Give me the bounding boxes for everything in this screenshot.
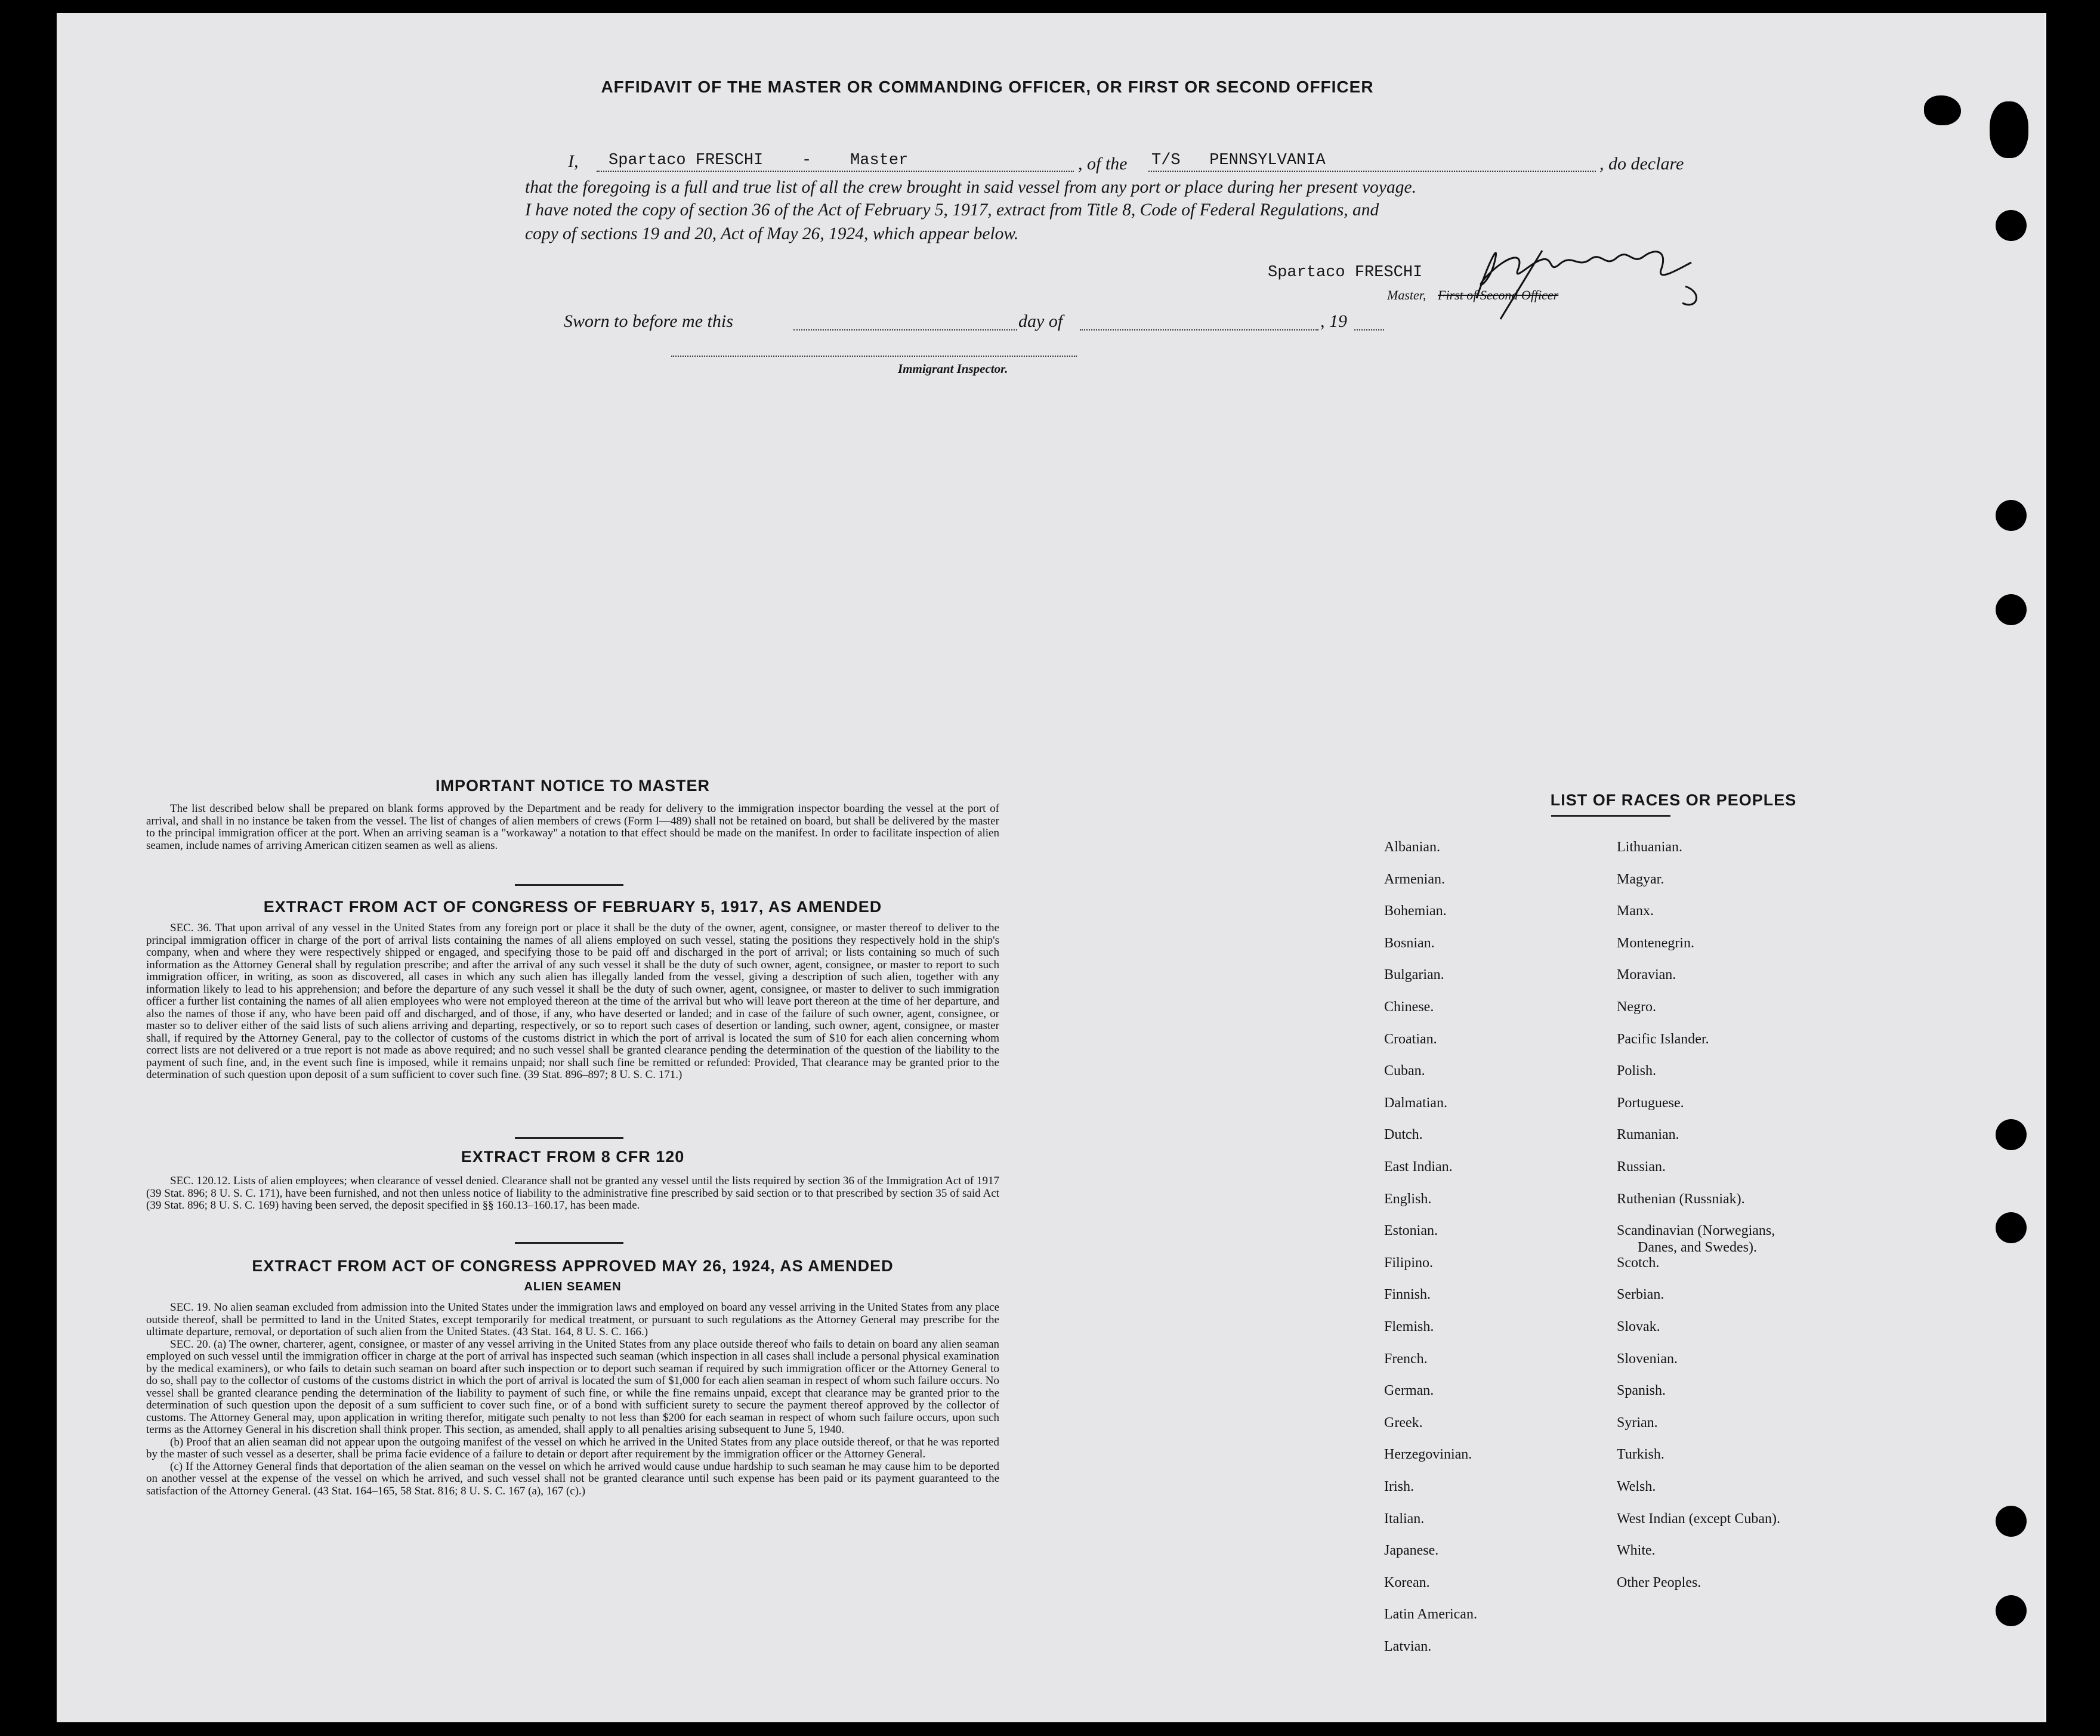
race-item: Rumanian. — [1617, 1127, 1679, 1143]
punch-hole — [1996, 1212, 2027, 1243]
race-item: Manx. — [1617, 903, 1654, 919]
race-item: Welsh. — [1617, 1479, 1656, 1494]
race-item: Dutch. — [1384, 1127, 1423, 1143]
race-item: Turkish. — [1617, 1447, 1664, 1463]
extract-1924-title: EXTRACT FROM ACT OF CONGRESS APPROVED MAY 26, 1924, AS AMENDED — [252, 1257, 894, 1275]
punch-hole — [1996, 1506, 2027, 1537]
i-label: I, — [568, 152, 579, 171]
punch-hole — [1990, 101, 2028, 158]
race-item: Serbian. — [1617, 1287, 1664, 1303]
extract-1917-title: EXTRACT FROM ACT OF CONGRESS OF FEBRUARY 5, 1917, AS AMENDED — [263, 898, 882, 916]
race-item: Scandinavian (Norwegians, — [1617, 1223, 1775, 1239]
extract-1924-body — [146, 1302, 999, 1497]
divider — [515, 884, 623, 886]
race-item: Syrian. — [1617, 1414, 1658, 1431]
sworn-month-line — [1080, 311, 1318, 330]
extract-1924-subtitle: ALIEN SEAMEN — [524, 1280, 622, 1293]
sec-20b-text: (b) Proof that an alien seaman did not appear upon the outgoing manifest of the vessel on which he arrived in the United States from any place outside thereof, or that he was reported by the master of such vessel as a deserter, shall be prima facie evidence of a failure to detain or deport after requirement by the immigration officer or the Attorney General. — [146, 1435, 999, 1460]
races-title: LIST OF RACES OR PEOPLES — [1550, 791, 1797, 809]
divider — [515, 1137, 623, 1139]
race-item: Pacific Islander. — [1617, 1031, 1709, 1047]
race-item: Cuban. — [1384, 1063, 1425, 1079]
race-item: Armenian. — [1384, 871, 1445, 887]
punch-hole — [1996, 594, 2027, 625]
race-item: Croatian. — [1384, 1031, 1437, 1047]
extract-cfr-title: EXTRACT FROM 8 CFR 120 — [461, 1148, 685, 1166]
race-item: Portuguese. — [1617, 1095, 1684, 1111]
race-item: English. — [1384, 1191, 1432, 1207]
race-item: Herzegovinian. — [1384, 1447, 1472, 1463]
sec-19-text: SEC. 19. No alien seaman excluded from admission into the United States under the immigration laws and employed on board any vessel arriving in the United States from any place outside thereof, shall be permitted to land in the United States, except temporarily for medical treatment, or pursuant to such regulations as the Attorney General may prescribe for the ultimate departure, removal, or deportation of such alien from the United States. (43 Stat. 164, 8 U. S. C. 166.) — [146, 1301, 999, 1338]
extract-1917-body — [146, 922, 999, 1082]
race-item: Irish. — [1384, 1479, 1414, 1494]
punch-hole — [1996, 500, 2027, 531]
punch-hole — [1996, 1595, 2027, 1626]
race-item: East Indian. — [1384, 1159, 1453, 1175]
race-item: Ruthenian (Russniak). — [1617, 1191, 1745, 1207]
race-item: Slovenian. — [1617, 1351, 1678, 1367]
race-item: Bosnian. — [1384, 935, 1435, 951]
race-item: Scotch. — [1617, 1255, 1660, 1271]
sec-20c-text: (c) If the Attorney General finds that deportation of the alien seaman on the vessel on which he arrived would cause undue hardship to such seaman he may cause him to be deported on another vessel at the expense of the vessel on which he arrived, and such vessel shall not be granted clearance until such expense has been paid or its payment guaranteed to the satisfaction of the Attorney General. (43 Stat. 164–165, 58 Stat. 816; 8 U. S. C. 167 (a), 167 (c).) — [146, 1460, 999, 1497]
race-item: Dalmatian. — [1384, 1095, 1447, 1111]
race-item: German. — [1384, 1383, 1434, 1399]
extract-cfr-text: SEC. 120.12. Lists of alien employees; when clearance of vessel denied. Clearance shall not be granted any vessel until the lists required by section 36 of the Immigration Act of 1917 (39 Stat. 896; 8 U. S. C. 171), have been furnished, and not then unless notice of liability to the administrative fine prescribed by said section or to that prescribed by section 35 of said Act (39 Stat. 896; 8 U. S. C. 169) having been served, the deposit specified in §§ 160.13–160.17, has been made. — [146, 1175, 999, 1212]
race-item: Latvian. — [1384, 1639, 1432, 1654]
race-item: Negro. — [1617, 999, 1656, 1015]
race-item: Italian. — [1384, 1510, 1425, 1527]
punch-hole — [1996, 210, 2027, 241]
notice-text: The list described below shall be prepared on blank forms approved by the Department and be ready for delivery to the immigration inspector boarding the vessel at the port of arrival, and shall in no instance be taken from the vessel. The list of changes of alien members of crews (Form I—489) shall not be retained on board, but shall be delivered by the master to the principal immigration officer at the port. When an arriving seaman is a "workaway" a notation to that effect should be made on the manifest. In order to facilitate inspection of alien seamen, include names of arriving American citizen seamen as well as aliens. — [146, 802, 999, 852]
race-item: Other Peoples. — [1617, 1574, 1701, 1590]
notice-title: IMPORTANT NOTICE TO MASTER — [436, 777, 710, 795]
year-label: , 19 — [1320, 311, 1347, 331]
race-item: Filipino. — [1384, 1255, 1434, 1271]
of-the-label: , of the — [1078, 154, 1128, 174]
race-item: Latin American. — [1384, 1607, 1477, 1623]
sworn-day-line — [793, 311, 1017, 330]
race-item: Korean. — [1384, 1574, 1430, 1590]
race-item: Bulgarian. — [1384, 967, 1444, 983]
race-item: Danes, and Swedes). — [1638, 1240, 1757, 1256]
divider — [515, 1242, 623, 1244]
race-item: Estonian. — [1384, 1223, 1438, 1239]
signer-name: Spartaco FRESCHI — [1268, 264, 1423, 282]
sworn-year-line — [1354, 311, 1384, 330]
race-item: Slovak. — [1617, 1319, 1660, 1335]
handwritten-signature — [1453, 227, 1715, 322]
divider — [1551, 815, 1670, 817]
race-item: Moravian. — [1617, 967, 1676, 983]
race-item: Russian. — [1617, 1159, 1666, 1175]
affidavit-title: AFFIDAVIT OF THE MASTER OR COMMANDING OFFICER, OR FIRST OR SECOND OFFICER — [601, 78, 1374, 96]
extract-1917-text: SEC. 36. That upon arrival of any vessel in the United States from any foreign port or place it shall be the duty of the owner, agent, consignee, or master thereof to deliver to the principal immigration officer in charge of the port of arrival lists containing the names of all aliens employed on such vessel, stating the positions they respectively hold in the ship's company, when and where they were respectively shipped or engaged, and specifying those to be paid off and discharged in the port of arrival; or lists containing so much of such information as the Attorney General shall by regulation prescribe; and after the arrival of any such vessel it shall be the duty of such owner, agent, consignee, or master to report to such immigration officer, in writing, as soon as discovered, all cases in which any such alien has illegally landed from the vessel, giving a description of such alien, together with any information likely to lead to his apprehension; and before the departure of any such vessel it shall be the duty of such owner, agent, consignee, or master to deliver to such immigration officer a further list containing the names of all alien employees who were not employed thereon at the time of the arrival but who will leave port thereon at the time of her departure, and also the names of those if any, who have been paid off and discharged, and of those, if any, who have deserted or landed; and in case of the failure of such owner, agent, consignee, or master so to deliver either of the said lists of such aliens arriving and departing, respectively, or so to report such cases of desertion or landing, such owner, agent, consignee, or master shall, if required by the Attorney General, pay to the collector of customs of the customs district in which the port of arrival is located the sum of $10 for each alien concerning whom correct lists are not delivered or a true report is not made as above required; and no such vessel shall be granted clearance pending the determination of the question of the liability to the payment of such fine, and, in the event such fine is imposed, while it remains unpaid; nor shall such fine be remitted or refunded: Provided, That clearance may be granted prior to the determination of such question upon deposit of a sum sufficient to cover such fine. (39 Stat. 896–897; 8 U. S. C. 171.) — [146, 922, 999, 1081]
race-item: Greek. — [1384, 1414, 1423, 1431]
vessel-name-value: T/S PENNSYLVANIA — [1151, 152, 1326, 169]
race-item: Flemish. — [1384, 1319, 1434, 1335]
signer-caption-master: Master, — [1387, 288, 1426, 302]
race-item: Japanese. — [1384, 1543, 1439, 1559]
race-item: Polish. — [1617, 1063, 1657, 1079]
race-item: Bohemian. — [1384, 903, 1447, 919]
race-item: Albanian. — [1384, 839, 1440, 855]
sec-20a-text: SEC. 20. (a) The owner, charterer, agent, consignee, or master of any vessel arriving in the United States from any place outside thereof who fails to detain on board any alien seaman employed on such vessel until the immigration officer in charge at the port of arrival has inspected such seaman (which inspection in all cases shall include a personal physical examination by the medical examiners), or who fails to detain such seaman on board after such inspection or to deport such seaman if required by such immigration officer or the Attorney General to do so, shall pay to the collector of customs of the customs district in which the port of arrival is located the sum of $1,000 for each alien seaman in respect of whom such failure occurs. No vessel shall be granted clearance pending the determination of the liability to payment of such fine, or while the fine remains unpaid, except that clearance may be granted prior to the determination of such question upon the deposit of a sum sufficient to cover such fine, or of a bond with sufficient surety to secure the payment thereof approved by the collector of customs. The Attorney General may, upon application in writing therefor, mitigate such penalty to not less than $200 for each seaman in respect of whom such failure occurs, upon such terms as the Attorney General in his discretion shall think proper. This section, as amended, shall apply to all penalties arising subsequent to June 5, 1940. — [146, 1337, 999, 1436]
sworn-label: Sworn to before me this — [564, 311, 733, 331]
notice-body — [146, 803, 999, 852]
punch-hole — [1924, 95, 1961, 125]
day-of-label: day of — [1018, 311, 1063, 331]
race-item: West Indian (except Cuban). — [1617, 1510, 1780, 1527]
race-item: Montenegrin. — [1617, 935, 1694, 951]
race-item: Chinese. — [1384, 999, 1434, 1015]
declaration-line-3: I have noted the copy of section 36 of the Act of February 5, 1917, extract from Title 8, Code of Federal Regulations, and — [525, 200, 1379, 220]
do-declare-label: , do declare — [1599, 154, 1684, 174]
race-item: Spanish. — [1617, 1383, 1666, 1399]
extract-cfr-body — [146, 1175, 999, 1212]
inspector-signature-line — [671, 354, 1077, 357]
race-item: Magyar. — [1617, 871, 1664, 887]
race-item: Lithuanian. — [1617, 839, 1682, 855]
signer-caption-struck: First of Second Officer — [1438, 288, 1559, 302]
race-item: French. — [1384, 1351, 1428, 1367]
declaration-line-4: copy of sections 19 and 20, Act of May 26, 1924, which appear below. — [525, 224, 1019, 243]
inspector-caption: Immigrant Inspector. — [898, 362, 1008, 376]
race-item: Finnish. — [1384, 1287, 1431, 1303]
document-page — [57, 13, 2046, 1722]
race-item: White. — [1617, 1543, 1656, 1559]
master-name-value: Spartaco FRESCHI - Master — [609, 152, 909, 169]
declaration-line-2: that the foregoing is a full and true list of all the crew brought in said vessel from any port or place during her present voyage. — [525, 178, 1416, 197]
punch-hole — [1996, 1119, 2027, 1150]
